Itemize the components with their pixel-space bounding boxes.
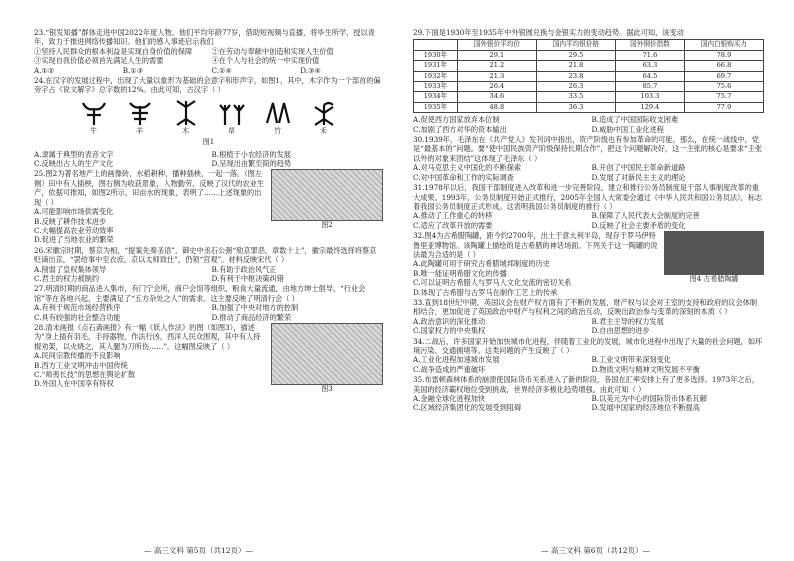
option-a: A.金融全球化进程加快 (413, 394, 486, 404)
glyph-label: 草 (228, 126, 235, 135)
option-b: B.造成了中国国际收支困难 (591, 115, 679, 125)
question-stem: 26.宋徽宗时期，蔡京为相，“提案先奏圣语”，御史中丞石公弼“劾京罪恶，章数十上”，徽宗最终选择将蔡京贬谪出京，“罢给事中至衣庶，京以太师致仕”，仍领“宫观”。材料反映宋代（ ） (34, 245, 377, 265)
question-stem: 28.清末画报《点石斋画报》有一幅《妖人作法》的图（如图3），描述为“身上插有羽毛，手持器物，作法行凶，西洋人民众围观，其中有人持棍劝架，以火烧之，其人腿为刀所伤……”。这幅图反映了（ ） (34, 322, 261, 351)
option-d: D.发展了对新民主主义的理论 (591, 172, 686, 182)
option-a: A.削弱了皇权集体领导 (34, 264, 107, 274)
table-cell: 1934年 (414, 92, 458, 102)
table-cell: 21.2 (457, 61, 536, 71)
option-d: D.发展中国家的经济地位不断提高 (591, 403, 700, 413)
option-a: A.对马克思主义中国化的不断探索 (413, 163, 522, 173)
table-cell: 21.8 (536, 61, 615, 71)
option-b: B.西方工业文明冲击中国传统 (34, 360, 128, 370)
glyph-label: 木 (182, 126, 189, 135)
table-cell: 78.9 (684, 50, 763, 60)
question-stem: 30.1939年，毛泽东在《共产党人》发刊词中指出，资产阶级也有参加革命的可能，那么，在统一战线中，党是“最基本的”问题。要“使中国民族资产阶级保持长期合作”，把这个问题解决好，这一主张的核心是要求“主张以外的对象来团结”这体现了毛泽东（ ） (413, 135, 763, 163)
option-c: C.对中国革命和工作的实际调查 (413, 172, 514, 182)
ox-glyph-icon (79, 99, 109, 127)
figure-2 (271, 169, 383, 232)
figure-4 (664, 231, 764, 286)
table-cell: 1933年 (414, 82, 458, 92)
table-cell: 26.4 (457, 82, 536, 92)
table-row (414, 50, 764, 60)
question-24 (34, 76, 383, 168)
question-33 (413, 298, 764, 336)
question-stem: 35.布雷顿森林体系的崩溃使国际货币关系进入了新的阶段，各国在汇率安排上有了更多选择。1973年之后，美国的经济霸权地位受到挑战，世界经济多极化趋势增强。由此可知（ ） (413, 375, 759, 394)
option-d: D.有利于中枢决策纠错 (211, 273, 284, 283)
page-footer: — 高三文科 第5页（共12页）— (143, 545, 254, 555)
table-cell: 103.3 (616, 92, 685, 102)
figure-caption: 图2 (321, 221, 333, 230)
table-cell: 33.5 (536, 92, 615, 102)
table-cell: 77.9 (684, 102, 763, 112)
table-cell: 63.3 (616, 61, 685, 71)
table-cell: 1930年 (414, 50, 458, 60)
tree-glyph-icon (171, 99, 201, 127)
figure-caption: 图3 (321, 384, 333, 393)
question-26 (34, 246, 383, 284)
option-d: D.物质文明与精神文明发展不平衡 (591, 364, 700, 374)
table-row (414, 102, 764, 112)
option-d: D.推动了商品经济的繁荣 (211, 312, 292, 322)
table-cell: 75.6 (684, 82, 763, 92)
bamboo-glyph-icon (263, 99, 293, 127)
figure-3 (271, 323, 383, 396)
question-32 (413, 231, 764, 297)
table-cell: 29.1 (457, 50, 536, 60)
table-cell: 129.4 (616, 102, 685, 112)
option-d: D.体现了古希腊与古罗马在制作工艺上的传承 (413, 287, 558, 297)
question-stem: 34.二战后，许多国家开始加快城市化进程，伴随着工业化的发展，城市化进程中出现了大量的社会问题，如环境污染、交通拥堵等。这类问题的产生反映了（ ） (413, 336, 763, 355)
table-cell: 29.5 (536, 50, 615, 60)
option-a: A.①② (34, 65, 55, 75)
glyph-label: 羊 (136, 126, 143, 135)
option-a: A.政治意识的深化推动 (413, 316, 486, 326)
option-d: D.威胁中国工业化进程 (591, 124, 664, 134)
option-c: C.反映出古人的生产文化 (34, 159, 114, 169)
option-c: C.大幅提高农业劳动效率 (34, 225, 114, 235)
table-cell: 75.7 (684, 92, 763, 102)
option-c: C.具有较强的社会整合功能 (34, 312, 121, 322)
table-header: 国内平均银价格 (536, 40, 615, 50)
option-b: B.①③ (122, 65, 144, 75)
vase-image (664, 231, 764, 275)
question-stem: 29.下面是1930年至1935年中外银圆兑换与金银实力的变动趋势。据此可知，该变动 (413, 28, 684, 37)
table-cell: 1931年 (414, 61, 458, 71)
question-34 (413, 337, 764, 375)
glyph-label: 竹 (274, 126, 281, 135)
option-a: A.有利于规范市场经营秩序 (34, 303, 121, 313)
page-footer: — 高三文科 第6页（共12页）— (540, 545, 651, 555)
question-28 (34, 323, 383, 396)
illustration-image (271, 323, 383, 385)
option-b: B.开创了中国民主革命新道路 (591, 163, 686, 173)
table-cell: 48.8 (457, 102, 536, 112)
table-header (414, 40, 458, 50)
glyph-bamboo (260, 99, 296, 136)
table-cell: 66.8 (684, 61, 763, 71)
table-cell: 64.5 (616, 71, 685, 81)
option-b: B.保障了人民代表大会制度的完善 (591, 211, 700, 221)
table-header: 国外铜价指数 (616, 40, 685, 50)
option-a: A.民间宗教传播的不良影响 (34, 351, 121, 361)
table-cell: 34.6 (457, 92, 536, 102)
statement: ③实现自我价值必须首先满足人生的需要 (34, 56, 164, 66)
statement: ②在劳动与奉献中创造和实现人生价值 (211, 46, 334, 56)
option-b: B.君主主导的权力发展 (591, 316, 664, 326)
glyph-sheep (122, 99, 158, 136)
option-c: C.“师夷长技”的思想在舆论扩散 (34, 370, 136, 379)
question-stem: 32.图4为古希腊陶罐，距今约2700年，出土于意大利半岛，现存于罗马伊特鲁里亚博物馆。该陶罐上描绘的是古希腊的神话场面。下列关于这一陶罐的说法最为合适的是（ ） (413, 231, 658, 259)
option-b: B.加强了中央对地方的控制 (211, 303, 299, 313)
question-stem: 25.图2为著名地产上的画像砖，水稻耕种，播种插秧，一起一落，（图左侧）田中有人插秧，图右侧为收获景象，人物勤劳，反映了汉代的农业生产，依据可推知，如图2所示，田亩水的现象，表明了……上述现象的出现（ ） (34, 169, 265, 207)
option-d: D.促进了当地农业的繁荣 (34, 235, 114, 245)
option-b: B.根植于小农经济的发展 (211, 149, 291, 159)
option-d: D.呈现出由繁至简的趋势 (211, 159, 292, 169)
table-header-row (414, 40, 764, 50)
question-31 (413, 183, 764, 230)
table-row (414, 82, 764, 92)
question-23 (34, 28, 383, 75)
glyph-grain (306, 99, 342, 136)
statement: ①坚持人民群众的根本利益是实现自身价值的保障 (34, 46, 193, 56)
option-c: C.国家权力的中央集权 (413, 326, 486, 336)
table-header: 国外银价平均价 (457, 40, 536, 50)
option-c: C.②④ (211, 65, 232, 75)
glyph-wood (168, 99, 204, 136)
option-c: C.可以证明古希腊人与罗马人文化交流的密切关系 (413, 278, 572, 288)
table-cell: 23.8 (536, 71, 615, 81)
table-header: 国内白银购买力 (684, 40, 763, 50)
grass-glyph-icon (217, 99, 247, 127)
figure-caption: 图1 (202, 138, 215, 147)
option-b: B.有助于政治风气正 (211, 264, 277, 274)
question-29 (413, 28, 764, 134)
page-right (397, 0, 794, 561)
sheep-glyph-icon (125, 99, 155, 127)
data-table (413, 39, 764, 113)
option-b: B.以美元为中心的国际货币体系瓦解 (591, 394, 707, 404)
question-30 (413, 135, 764, 182)
option-d: D.自由思想的进步 (591, 326, 650, 336)
option-d: D.反映了社会主要矛盾的变化 (591, 220, 686, 230)
table-cell: 71.6 (616, 50, 685, 60)
option-a: A.工业化进程加速城市发展 (413, 355, 500, 365)
figure-caption: 图4 古希腊陶罐 (689, 275, 739, 284)
question-stem: 27.明清时期的商品进入集市，有门宁会所，商户会馆等组织，粮食大量流通，由地方绅士倡导，“行业会馆”等在各地兴起，主要满足了“五方杂处之人”的需求。这主要反映了明清行会（ ） (34, 284, 366, 303)
question-25 (34, 169, 383, 244)
option-c: C.加剧了西方对华的资本输出 (413, 124, 507, 134)
question-35 (413, 375, 764, 413)
table-cell: 85.7 (616, 82, 685, 92)
glyph-label: 牛 (90, 126, 97, 135)
option-c: C.君主的权力被制约 (34, 273, 100, 283)
option-c: C.战争造成的严重破坏 (413, 364, 486, 374)
option-b: B.工业文明带来深刻变化 (591, 355, 671, 365)
statement: ④在个人与社会的统一中实现价值 (211, 56, 320, 66)
option-a: A.隶属于典型的表音文字 (34, 149, 114, 159)
glyph-label: 禾 (320, 126, 327, 135)
table-cell: 1932年 (414, 71, 458, 81)
oracle-bone-figure (34, 99, 383, 136)
table-cell: 1935年 (414, 102, 458, 112)
question-stem: 33.直到18世纪中期，英国议会在财产权方面有了不断的发展，财产权与议会对王室的支持和政府的议会体制相结合，更加促进了英国政治中财产与权利之间的政治互动，反映出政治参与变革的深刻的本质（ ） (413, 297, 758, 317)
farming-relief-image (271, 169, 383, 221)
option-c: C.区域经济集团化的发展受到阻碍 (413, 403, 522, 413)
option-b: B.唯一能证明希腊文化的传播 (413, 268, 507, 278)
option-c: C.适应了改革开放的需要 (413, 220, 493, 230)
table-row (414, 92, 764, 102)
grain-glyph-icon (309, 99, 339, 127)
table-cell: 36.3 (536, 102, 615, 112)
question-stem: 31.1978年以后，我国干部制度进入改革和进一步完善阶段，建立和推行公务员制度是干部人事制度改革的重大成果。1993年，公务员制度开始正式推行，2005年全国人大常委会通过《中华人民共和国公务员法》，标志着我国公务员制度正式形成。这表明我国公务员制度的推行（ ） (413, 183, 763, 211)
question-27 (34, 284, 383, 322)
option-d: D.外国人在中国享有特权 (34, 379, 114, 389)
option-a: A.可能影响市场供需变化 (34, 207, 114, 217)
question-stem: 23.“银发知播”群体走进中国2022年度人物。他们平均年龄77岁，借助短视频与直播，将毕生所学，授以青年，致力于推进网络传播知识。他们的感人事迹启示我们 (34, 28, 375, 47)
option-b: B.反映了耕作技术进步 (34, 216, 107, 226)
table-row (414, 71, 764, 81)
option-a: A.推动了工作重心的转移 (413, 211, 493, 221)
option-d: D.③④ (300, 65, 321, 75)
glyph-ox (76, 99, 112, 136)
option-a: A.促使西方国家放弃本位制 (413, 115, 500, 125)
table-cell: 26.3 (536, 82, 615, 92)
question-stem: 24.在汉字的发展过程中，出现了大量以象形为基础的会意字和形声字，如图1，其中，木字作为一个部首的偏旁字占《说文解字》总字数的12%。由此可知，古汉字（ ） (34, 76, 381, 95)
option-a: A.此陶罐可用于研究古希腊城邦制度的历史 (413, 259, 550, 269)
table-cell: 69.7 (684, 71, 763, 81)
table-row (414, 61, 764, 71)
glyph-grass (214, 99, 250, 136)
table-cell: 21.3 (457, 71, 536, 81)
